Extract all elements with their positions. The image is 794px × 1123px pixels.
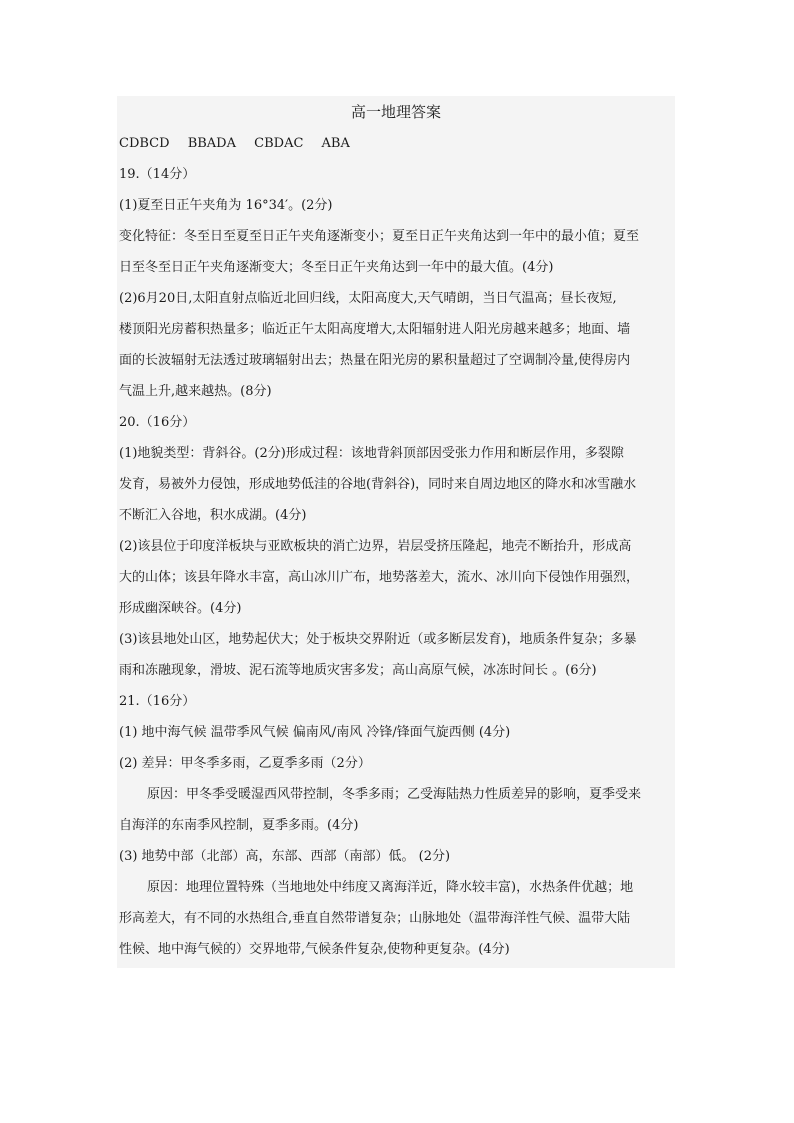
q21-heading: 21.（16分）	[119, 694, 196, 709]
q21-part3-answer: (3) 地势中部（北部）高，东部、西部（南部）低。 (2分)	[119, 849, 451, 864]
q19-part2-line4: 气温上升,越来越热。(8分)	[119, 384, 272, 399]
multiple-choice-answers	[119, 128, 673, 159]
q19-part2-line1: (2)6月20日,太阳直射点临近北回归线，太阳高度大,天气晴朗，当日气温高；昼长夜短,	[119, 291, 617, 306]
q20-part1-line3: 不断汇入谷地，积水成湖。(4分)	[119, 508, 307, 523]
q21-part2-reason-line1: 原因：甲冬季受暖湿西风带控制，冬季多雨；乙受海陆热力性质差异的影响，夏季受来	[147, 787, 642, 802]
q20-part2-line3: 形成幽深峡谷。(4分)	[119, 601, 242, 616]
q19-heading: 19.（14分）	[119, 167, 196, 182]
q21-part3-reason-line2: 形高差大，有不同的水热组合,垂直自然带谱复杂；山脉地处（温带海洋性气候、温带大陆	[119, 911, 631, 926]
answer-sheet	[117, 96, 675, 968]
q19-part2-line2: 楼顶阳光房蓄积热量多；临近正午太阳高度增大,太阳辐射进人阳光房越来越多；地面、墙	[119, 322, 631, 337]
q20-heading: 20.（16分）	[119, 415, 196, 430]
q20-part3-line1: (3)该县地处山区，地势起伏大；处于板块交界附近（或多断层发育)，地质条件复杂；多暴	[119, 632, 637, 647]
q21-part3-reason-line1: 原因：地理位置特殊（当地地处中纬度又离海洋近，降水较丰富)，水热条件优越；地	[147, 880, 634, 895]
q21-part1-answer: (1) 地中海气候 温带季风气候 偏南风/南风 冷锋/锋面气旋西侧 (4分)	[119, 725, 511, 740]
q20-part1-line2: 发育，易被外力侵蚀，形成地势低洼的谷地(背斜谷)，同时来自周边地区的降水和冰雪融水	[119, 477, 637, 492]
q19-part2-line3: 面的长波辐射无法透过玻璃辐射出去；热量在阳光房的累积量超过了空调制冷量,使得房内	[119, 353, 631, 368]
q21-part2-reason-line2: 自海洋的东南季风控制，夏季多雨。(4分)	[119, 818, 359, 833]
q21-part3-reason-line3: 性候、地中海气候的）交界地带,气候条件复杂,使物种更复杂。(4分)	[119, 942, 510, 957]
q20-part3-line2: 雨和冻融现象，滑坡、泥石流等地质灾害多发；高山高原气候，冰冻时间长 。(6分)	[119, 663, 597, 678]
answer-group-4: ABA	[321, 136, 350, 151]
q20-part2-line2: 大的山体；该县年降水丰富，高山冰川广布，地势落差大，流水、冰川向下侵蚀作用强烈，	[119, 570, 640, 585]
q19-part1-change-line1: 变化特征：冬至日至夏至日正午夹角逐渐变小；夏至日正午夹角达到一年中的最小值；夏至	[119, 229, 640, 244]
q21-part2-difference: (2) 差异：甲冬季多雨，乙夏季多雨（2分）	[119, 756, 371, 771]
answer-group-2: BBADA	[187, 136, 236, 151]
answer-group-3: CBDAC	[254, 136, 304, 151]
q19-part1-answer: (1)夏至日正午夹角为 16°34′。(2分)	[119, 198, 333, 213]
page-title: 高一地理答案	[350, 103, 441, 121]
q20-part2-line1: (2)该县位于印度洋板块与亚欧板块的消亡边界，岩层受挤压隆起，地壳不断抬升，形成高	[119, 539, 632, 554]
q19-part1-change-line2: 日至冬至日正午夹角逐渐变大；冬至日正午夹角达到一年中的最大值。(4分)	[119, 260, 554, 275]
q20-part1-line1: (1)地貌类型：背斜谷。(2分)形成过程：该地背斜顶部因受张力作用和断层作用，多裂隙	[119, 446, 624, 461]
answer-group-1: CDBCD	[119, 136, 170, 151]
